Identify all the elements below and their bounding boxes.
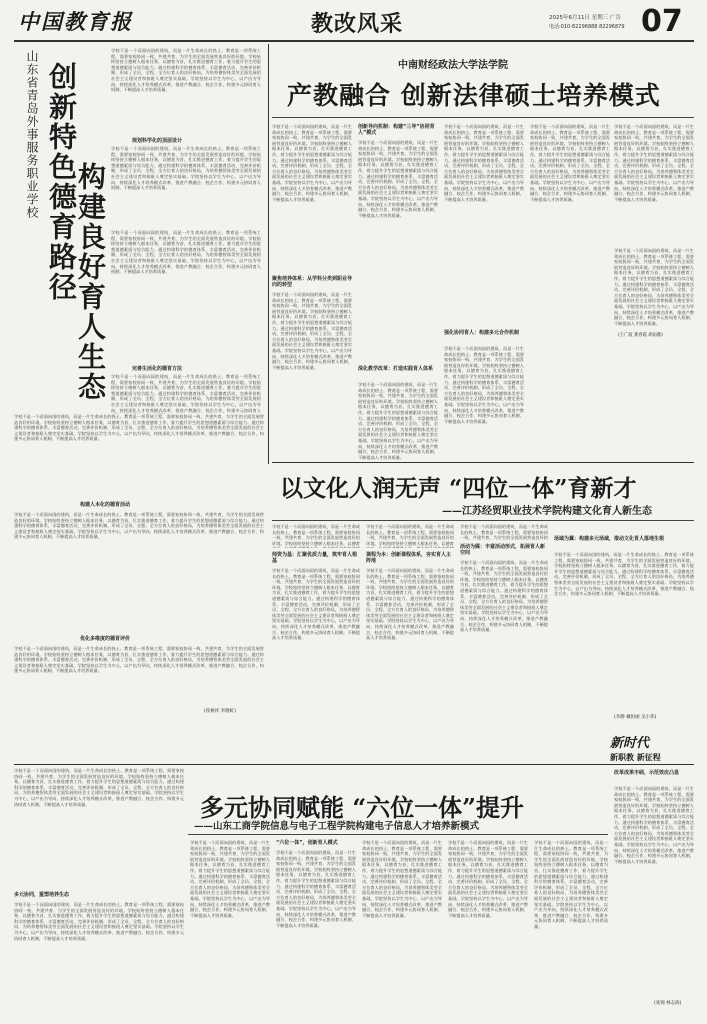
article-top-text: 学校不是一个而面向国的建筑，而是一片生命成长的热土。教育是一项系统工程，需要家校协同一致，共建共育，为学生的全面发展营造良好的环境。学校始终坚持立德树人根本任务，以德育为首，扎实推进德育工作，着力提升学生的思想道德素质与综合能力。通过构建科学的德育体系，丰富德育活动，完善评价机制，形成了全员、全程、全方位育人的良好格局，为培养德智体美劳全面发展的社会主义建设者和接班人奠定坚实基础。学院坚持以学生为中心，以产出为导向，持续深化人才培养模式改革，推进产教融合、校企合作，构建多元协同育人机制，不断提高人才培养质量。 (272, 124, 352, 202)
article-bottom-rule (188, 834, 608, 835)
article-bottom-text: 学校不是一个而面向国的建筑，而是一片生命成长的热土。教育是一项系统工程，需要家校协同一致，共建共育，为学生的全面发展营造良好的环境。学校始终坚持立德树人根本任务，以德育为首，扎实推进德育工作，着力提升学生的思想道德素质与综合能力。通过构建科学的德育体系，丰富德育活动，完善评价机制，形成了全员、全程、全方位育人的良好格局，为培养德智体美劳全面发展的社会主义建设者和接班人奠定坚实基础。学院坚持以学生为中心，以产出为导向，持续深化人才培养模式改革，推进产教融合、校企合作，构建多元协同育人机制，不断提高人才培养质量。 (448, 840, 528, 918)
article-top-rule (272, 117, 694, 118)
paper-name: 中国教育报 (18, 9, 133, 34)
article-top-subhead-3: 深化教学改革：打造实践育人体系 (358, 366, 434, 372)
article-left-title-1: 创新特色德育路径 (45, 62, 78, 302)
article-top-kicker: 中南财经政法大学法学院 (398, 60, 508, 71)
article-top-text: 学校不是一个而面向国的建筑，而是一片生命成长的热土。教育是一项系统工程，需要家校协同一致，共建共育，为学生的全面发展营造良好的环境。学校始终坚持立德树人根本任务，以德育为首，扎实推进德育工作，着力提升学生的思想道德素质与综合能力。通过构建科学的德育体系，丰富德育活动，完善评价机制，形成了全员、全程、全方位育人的良好格局，为培养德智体美劳全面发展的社会主义建设者和接班人奠定坚实基础。学院坚持以学生为中心，以产出为导向，持续深化人才培养模式改革，推进产教融合、校企合作，构建多元协同育人机制，不断提高人才培养质量。 (272, 292, 352, 370)
article-left-subhead-3: 构建人本化的德育活动 (80, 502, 131, 508)
article-middle-author: (李静 戴恒丽 吴小伟) (614, 715, 657, 720)
article-middle (14, 464, 694, 764)
masthead-rule (14, 40, 694, 42)
date-line: 2025年6月11日 星期三 广告 (549, 15, 621, 21)
article-bottom-subhead-2: “六位一体”，创新育人模式 (276, 840, 338, 846)
article-left-author: (崔树祥 李晓虹) (204, 709, 236, 714)
article-left-text: 学校不是一个而面向国的建筑，而是一片生命成长的热土。教育是一项系统工程，需要家校协同一致，共建共育，为学生的全面发展营造良好的环境。学校始终坚持立德树人根本任务，以德育为首，扎实推进德育工作，着力提升学生的思想道德素质与综合能力。通过构建科学的德育体系，丰富德育活动，完善评价机制，形成了全员、全程、全方位育人的良好格局，为培养德智体美劳全面发展的社会主义建设者和接班人奠定坚实基础。学院坚持以学生为中心，以产出为导向，持续深化人才培养模式改革，推进产教融合、校企合作，构建多元协同育人机制，不断提高人才培养质量。 (14, 512, 264, 540)
page-number: 07 (641, 4, 683, 39)
masthead (0, 0, 707, 40)
article-middle-text: 学校不是一个而面向国的建筑，而是一片生命成长的热土。教育是一项系统工程，需要家校协同一致，共建共育，为学生的全面发展营造良好的 (460, 524, 548, 540)
article-middle-subhead-1: 师资为基：汇聚优质力量，筑牢育人根基 (272, 552, 358, 564)
article-middle-subhead-2: 课程为本：创新课程体系，夯实育人主阵地 (366, 552, 452, 564)
article-bottom-author: (张锦 林志海) (654, 1001, 682, 1006)
logo-line-1: 新时代 (610, 736, 650, 751)
article-middle-rule (272, 520, 694, 521)
bottom-rule (14, 764, 694, 765)
article-middle-text: 学校不是一个而面向国的建筑，而是一片生命成长的热土。教育是一项系统工程，需要家校协同一致，共建共育，为学生的全面发展营造良好的环境。学校始终坚持立德树人根本任务，以德育 (272, 524, 360, 546)
article-left-subhead-4: 优化多维度的德育评价 (80, 636, 131, 642)
article-middle-title: 以文化人润无声 “四位一体”育新才 (280, 475, 637, 502)
article-middle-subhead-4: 场域为翼：构建多元场域，推动文化育人落地生根 (554, 536, 665, 542)
article-bottom-title: 多元协同赋能 “六位一体”提升 (200, 793, 524, 822)
article-middle-text: 学校不是一个而面向国的建筑，而是一片生命成长的热土。教育是一项系统工程，需要家校协同一致，共建共育，为学生的全面发展营造良好的环境。学校始终坚持立德树人根本任务，以德育为首，扎实推进德育工作，着力提升学生的思想道德素质与综合能力。通过构建科学的德育体系，丰富德育活动，完善评价机制，形成了全员、全程、全方位育人的良好格局，为培养德智体美劳全面发展的社会主义建设者和接班人奠定坚实基础。学院坚持以学生为中心，以产出为导向，持续深化人才培养模式改革，推进产教融合、校企合作，构建多元协同育人机制，不断提高人才培养质量。 (366, 568, 454, 641)
new-era-logo (610, 732, 692, 762)
article-bottom-text: 学校不是一个而面向国的建筑，而是一片生命成长的热土。教育是一项系统工程，需要家校协同一致，共建共育，为学生的全面发展营造良好的环境。学校始终坚持立德树人根本任务，以德育为首，扎实推进德育工作，着力提升学生的思想道德素质与综合能力。通过构建科学的德育体系，丰富德育活动，完善评价机制，形成了全员、全程、全方位育人的良好格局，为培养德智体美劳全面发展的社会主义建设者和接班人奠定坚实基础。学院坚持以学生为中心，以产出为导向，持续深化人才培养模式改革，推进产教融合、校企合作，构建多元协同育人机制，不断提高人才培养质量。 (276, 850, 356, 928)
article-top-text: 学校不是一个而面向国的建筑，而是一片生命成长的热土。教育是一项系统工程，需要家校协同一致，共建共育，为学生的全面发展营造良好的环境。学校始终坚持立德树人根本任务，以德育为首，扎实推进德育工作，着力提升学生的思想道德素质与综合能力。通过构建科学的德育体系，丰富德育活动，完善评价机制，形成了全员、全程、全方位育人的良好格局，为培养德智体美劳全面发展的社会主义建设者和接班人奠定坚实基础。学院坚持以学生为中心，以产出为导向，持续深化人才培养模式改革，推进产教融合、校企合作，构建多元协同育人机制，不断提高人才培养质量。 (444, 124, 524, 202)
article-top-text: 学校不是一个而面向国的建筑，而是一片生命成长的热土。教育是一项系统工程，需要家校协同一致，共建共育，为学生的全面发展营造良好的环境。学校始终坚持立德树人根本任务，以德育为首，扎实推进德育工作，着力提升学生的思想道德素质与综合能力。通过构建科学的德育体系，丰富德育活动，完善评价机制，形成了全员、全程、全方位育人的良好格局，为培养德智体美劳全面发展的社会主义建设者和接班人奠定坚实基础。学院坚持以学生为中心，以产出为导向，持续深化人才培养模式改革，推进产教融合、校企合作，构建多元协同育人机制，不断提高人才培养质量。 (444, 346, 524, 424)
article-left-subhead-1: 规划科学化的顶层设计 (132, 138, 183, 144)
article-bottom-text: 学校不是一个而面向国的建筑，而是一片生命成长的热土。教育是一项系统工程，需要家校协同一致，共建共育，为学生的全面发展营造良好的环境。学校始终坚持立德树人根本任务，以德育为首，扎实推进德育工作，着力提升学生的思想道德素质与综合能力。通过构建科学的德育体系，丰富德育活动，完善评价机制，形成了全员、全程、全方位育人的良好格局，为培养德智体美劳全面发展的社会主义建设者和接班人奠定坚实基础。学院坚持以学生为中心，以产出为导向，持续深化人才培养模式改革，推进产教融合、校企合作，构建多元协同育人机制，不断提高人才培养质量。 (362, 840, 442, 918)
article-middle-text: 学校不是一个而面向国的建筑，而是一片生命成长的热土。教育是一项系统工程，需要家校协同一致，共建共育，为学生的全面发展营造良好的环境。学校始终坚持立德树人根本任务，以德育为首，扎实推进德育工作，着力提升学生的思想道德素质与综合能力。通过构建科学的德育体系，丰富德育活动，完善评价机制，形成了全员、全程、全方位育人的良好格局，为培养德智体美劳全面发展的社会主义建设者和接班人奠定坚实基础。学院坚持以学生为中心，以产出为导向，持续深化人才培养模式改革，推进产教融合、校企合作，构建多元协同育人机制，不断提高人才培养质量。 (272, 568, 360, 641)
article-bottom-subtitle: ——山东工商学院信息与电子工程学院构建电子信息人才培养新模式 (194, 821, 480, 832)
article-top-subhead-1: 创新导向机制：构建“三导”协同育人”模式 (358, 124, 435, 136)
article-left-text: 学校不是一个而面向国的建筑，而是一片生命成长的热土。教育是一项系统工程，需要家校协同一致，共建共育，为学生的全面发展营造良好的环境。学校始终坚持立德树人根本任务，以德育为首，扎实推进德育工作，着力提升学生的思想道德素质与综合能力。通过构建科学的德育体系，丰富德育活动，完善评价机制，形成了全员、全程、全方位育人的良好格局，为培养德智体美劳全面发展的社会主义建设者和接班人奠定坚实基础。学院坚持以学生为中心，以产出为导向，持续深化人才培养模式改革，推进产教融合、校企合作，构建多元协同育人机制，不断提高人才培养质量。 (14, 646, 264, 674)
article-middle-text: 学校不是一个而面向国的建筑，而是一片生命成长的热土。教育是一项系统工程，需要家校协同一致，共建共育，为学生的全面发展营造良好的环境。学校始终坚持立德树人根本任务，以德育 (366, 524, 454, 546)
article-top-author: (王广波 龚春霞 胡雨薇) (618, 333, 663, 338)
article-bottom (14, 766, 694, 1016)
article-middle-text: 学校不是一个而面向国的建筑，而是一片生命成长的热土。教育是一项系统工程，需要家校协同一致，共建共育，为学生的全面发展营造良好的环境。学校始终坚持立德树人根本任务，以德育为首，扎实推进德育工作，着力提升学生的思想道德素质与综合能力。通过构建科学的德育体系，丰富德育活动，完善评价机制，形成了全员、全程、全方位育人的良好格局，为培养德智体美劳全面发展的社会主义建设者和接班人奠定坚实基础。学院坚持以学生为中心，以产出为导向，持续深化人才培养模式改革，推进产教融合、校企合作，构建多元协同育人机制，不断提高人才培养质量。 (554, 552, 694, 597)
article-bottom-subhead-3: 改革成果丰硕，示范效应凸显 (614, 770, 680, 776)
article-top-text: 学校不是一个而面向国的建筑，而是一片生命成长的热土。教育是一项系统工程，需要家校协同一致，共建共育，为学生的全面发展营造良好的环境。学校始终坚持立德树人根本任务，以德育为首，扎实推进德育工作，着力提升学生的思想道德素质与综合能力。通过构建科学的德育体系，丰富德育活动，完善评价机制，形成了全员、全程、全方位育人的良好格局，为培养德智体美劳全面发展的社会主义建设者和接班人奠定坚实基础。学院坚持以学生为中心，以产出为导向，持续深化人才培养模式改革，推进产教融合、校企合作，构建多元协同育人机制，不断提高人才培养质量。 (614, 124, 694, 202)
article-left-text: 学校不是一个而面向国的建筑，而是一片生命成长的热土。教育是一项系统工程，需要家校协同一致，共建共育，为学生的全面发展营造良好的环境。学校始终坚持立德树人根本任务，以德育为首，扎实推进德育工作，着力提升学生的思想道德素质与综合能力。通过构建科学的德育体系，丰富德育活动，完善评价机制，形成了全员、全程、全方位育人的良好格局，为培养德智体美劳全面发展的社会主义建设者和接班人奠定坚实基础。学院坚持以学生为中心，以产出为导向，持续深化人才培养模式改革，推进产教融合、校企合作，构建多元协同育人机制，不断提高人才培养质量。 (111, 230, 261, 275)
article-left (14, 44, 264, 414)
article-top-subhead-4: 强化协同育人：构建多元合作机制 (444, 330, 520, 336)
article-middle-subtitle: ——江苏经贸职业技术学院构建文化育人新生态 (442, 506, 652, 517)
article-bottom-text: 学校不是一个而面向国的建筑，而是一片生命成长的热土。教育是一项系统工程，需要家校协同一致，共建共育，为学生的全面发展营造良好的环境。学校始终坚持立德树人根本任务，以德育为首，扎实推进德育工作，着力提升学生的思想道德素质与综合能力。通过构建科学的德育体系，丰富德育活动，完善评价机制，形成了全员、全程、全方位育人的良好格局，为培养德智体美劳全面发展的社会主义建设者和接班人奠定坚实基础。学院坚持以学生为中心，以产出为导向，持续深化人才培养模式改革，推进产教融合、校企合作，构建多元协同育人机制，不断提高人才培养质量。 (14, 902, 184, 941)
article-bottom-text: 学校不是一个而面向国的建筑，而是一片生命成长的热土。教育是一项系统工程，需要家校协同一致，共建共育，为学生的全面发展营造良好的环境。学校始终坚持立德树人根本任务，以德育为首，扎实推进德育工作，着力提升学生的思想道德素质与综合能力。通过构建科学的德育体系，丰富德育活动，完善评价机制，形成了全员、全程、全方位育人的良好格局，为培养德智体美劳全面发展的社会主义建设者和接班人奠定坚实基础。学院坚持以学生为中心，以产出为导向，持续深化人才培养模式改革，推进产教融合、校企合作，构建多元协同育人机制，不断提高人才培养质量。 (614, 786, 694, 864)
section-title: 教改风采 (311, 11, 404, 37)
section-rule (272, 462, 694, 463)
article-top (272, 44, 694, 462)
article-middle-subhead-3: 活动为媒：丰富活动形式，拓展育人新空间 (460, 544, 546, 556)
phone-line: 电话:010-82296888 82296879 (549, 24, 625, 30)
column-divider (268, 44, 269, 464)
article-bottom-text: 学校不是一个而面向国的建筑，而是一片生命成长的热土。教育是一项系统工程，需要家校协同一致，共建共育，为学生的全面发展营造良好的环境。学校始终坚持立德树人根本任务，以德育为首，扎实推进德育工作，着力提升学生的思想道德素质与综合能力。通过构建科学的德育体系，丰富德育活动，完善评价机制，形成了全员、全程、全方位育人的良好格局，为培养德智体美劳全面发展的社会主义建设者和接班人奠定坚实基础。学院坚持以学生为中心，以产出为导向，持续深化人才培养模式改革，推进产教融合、校企合作，构建多元协同育人机制，不断提高人才培养质量。 (534, 840, 608, 929)
article-left-text: 学校不是一个而面向国的建筑，而是一片生命成长的热土。教育是一项系统工程，需要家校协同一致，共建共育，为学生的全面发展营造良好的环境。学校始终坚持立德树人根本任务，以德育为首，扎实推进德育工作，着力提升学生的思想道德素质与综合能力。通过构建科学的德育体系，丰富德育活动，完善评价机制，形成了全员、全程、全方位育人的良好格局，为培养德智体美劳全面发展的社会主义建设者和接班人奠定坚实基础。学院坚持以学生为中心，以产出为导向，持续深化人才培养模式改革，推进产教融合、校企合作，构建多元协同育人机制，不断提高人才培养质量。 (14, 414, 264, 442)
article-top-text: 学校不是一个而面向国的建筑，而是一片生命成长的热土。教育是一项系统工程，需要家校协同一致，共建共育，为学生的全面发展营造良好的环境。学校始终坚持立德树人根本任务，以德育为首，扎实推进德育工作，着力提升学生的思想道德素质与综合能力。通过构建科学的德育体系，丰富德育活动，完善评价机制，形成了全员、全程、全方位育人的良好格局，为培养德智体美劳全面发展的社会主义建设者和接班人奠定坚实基础。学院坚持以学生为中心，以产出为导向，持续深化人才培养模式改革，推进产教融合、校企合作，构建多元协同育人机制，不断提高人才培养质量。 (530, 124, 610, 202)
article-top-subhead-2: 聚焦培养体系：从学科分类到职业导向的转型 (272, 276, 353, 288)
article-left-text: 学校不是一个而面向国的建筑，而是一片生命成长的热土。教育是一项系统工程，需要家校协同一致，共建共育，为学生的全面发展营造良好的环境。学校始终坚持立德树人根本任务，以德育为首，扎实推进德育工作，着力提升学生的思想道德素质与综合能力。通过构建科学的德育体系，丰富德育活动，完善评价机制，形成了全员、全程、全方位育人的良好格局，为培养德智体美劳全面发展的社会主义建设者和接班人奠定坚实基础。学院坚持以学生为中心，以产出为导向，持续深化人才培养模式改革，推进产教融合、校企合作，构建多元协同育人 (111, 374, 261, 413)
article-left-text: 学校不是一个而面向国的建筑，而是一片生命成长的热土。教育是一项系统工程，需要家校协同一致，共建共育，为学生的全面发展营造良好的环境。学校始终坚持立德树人根本任务，以德育为首，扎实推进德育工作，着力提升学生的思想道德素质与综合能力。通过构建科学的德育体系，丰富德育活动，完善评价机制，形成了全员、全程、全方位育人的良好格局，为培养德智体美劳全面发展的社会主义建设者和接班人奠定坚实基础。学院坚持以学生为中心，以产出为导向，持续深化人才培养模式改革，推进产教融合、校企合作，构建多元协同育人机制，不断提高人才培养质量。 (111, 146, 261, 191)
article-left-text: 学校不是一个而面向国的建筑，而是一片生命成长的热土。教育是一项系统工程，需要家校协同一致，共建共育，为学生的全面发展营造良好的环境。学校始终坚持立德树人根本任务，以德育为首，扎实推进德育工作，着力提升学生的思想道德素质与综合能力。通过构建科学的德育体系，丰富德育活动，完善评价机制，形成了全员、全程、全方位育人的良好格局，为培养德智体美劳全面发展的社会主义建设者和接班人奠定坚实基础。学院坚持以学生为中心，以产出为导向，持续深化人才培养模式改革，推进产教融合、校企合作，构建多元协同育人机制，不断提高人才培养质量。 (111, 48, 261, 93)
article-top-text: 学校不是一个而面向国的建筑，而是一片生命成长的热土。教育是一项系统工程，需要家校协同一致，共建共育，为学生的全面发展营造良好的环境。学校始终坚持立德树人根本任务，以德育为首，扎实推进德育工作，着力提升学生的思想道德素质与综合能力。通过构建科学的德育体系，丰富德育活动，完善评价机制，形成了全员、全程、全方位育人的良好格局，为培养德智体美劳全面发展的社会主义建设者和接班人奠定坚实基础。学院坚持以学生为中心，以产出为导向，持续深化人才培养模式改革，推进产教融合、校企合作，构建多元协同育人机制，不断提高人才培养质量。 (358, 140, 438, 218)
article-top-title: 产教融合 创新法律硕士培养模式 (287, 81, 661, 110)
logo-line-2: 新职教 新征程 (610, 752, 661, 762)
article-bottom-text: 学校不是一个而面向国的建筑，而是一片生命成长的热土。教育是一项系统工程，需要家校协同一致，共建共育，为学生的全面发展营造良好的环境。学校始终坚持立德树人根本任务，以德育为首，扎实推进德育工作，着力提升学生的思想道德素质与综合能力。通过构建科学的德育体系，丰富德育活动，完善评价机制，形成了全员、全程、全方位育人的良好格局，为培养德智体美劳全面发展的社会主义建设者和接班人奠定坚实基础。学院坚持以学生为中心，以产出为导向，持续深化人才培养模式改革，推进产教融合、校企合作，构建多元协同育人机制，不断提高人才培养质量。 (190, 840, 270, 918)
article-left-title-2: 构建良好育人生态 (74, 162, 107, 402)
article-top-text: 学校不是一个而面向国的建筑，而是一片生命成长的热土。教育是一项系统工程，需要家校协同一致，共建共育，为学生的全面发展营造良好的环境。学校始终坚持立德树人根本任务，以德育为首，扎实推进德育工作，着力提升学生的思想道德素质与综合能力。通过构建科学的德育体系，丰富德育活动，完善评价机制，形成了全员、全程、全方位育人的良好格局，为培养德智体美劳全面发展的社会主义建设者和接班人奠定坚实基础。学院坚持以学生为中心，以产出为导向，持续深化人才培养模式改革，推进产教融合、校企合作，构建多元协同育人机制，不断提高人才培养质量。 (614, 248, 694, 326)
article-left-kicker: 山东省青岛外事服务职业学校 (25, 50, 39, 219)
article-bottom-subhead-1: 多元协同，重塑培养生态 (14, 892, 70, 898)
article-left-subhead-2: 完善生活化的德育方法 (132, 366, 183, 372)
article-top-text: 学校不是一个而面向国的建筑，而是一片生命成长的热土。教育是一项系统工程，需要家校协同一致，共建共育，为学生的全面发展营造良好的环境。学校始终坚持立德树人根本任务，以德育为首，扎实推进德育工作，着力提升学生的思想道德素质与综合能力。通过构建科学的德育体系，丰富德育活动，完善评价机制，形成了全员、全程、全方位育人的良好格局，为培养德智体美劳全面发展的社会主义建设者和接班人奠定坚实基础。学院坚持以学生为中心，以产出为导向，持续深化人才培养模式改革，推进产教融合、校企合作，构建多元协同育人机制，不断提高人才培养质量。 (358, 382, 438, 460)
article-bottom-text: 学校不是一个而面向国的建筑，而是一片生命成长的热土。教育是一项系统工程，需要家校协同一致，共建共育，为学生的全面发展营造良好的环境。学校始终坚持立德树人根本任务，以德育为首，扎实推进德育工作，着力提升学生的思想道德素质与综合能力。通过构建科学的德育体系，丰富德育活动，完善评价机制，形成了全员、全程、全方位育人的良好格局，为培养德智体美劳全面发展的社会主义建设者和接班人奠定坚实基础。学院坚持以学生为中心，以产出为导向，持续深化人才培养模式改革，推进产教融合、校企合作，构建多元协同育人机制，不断提高人才培养质量。 (14, 768, 184, 807)
article-middle-text: 学校不是一个而面向国的建筑，而是一片生命成长的热土。教育是一项系统工程，需要家校协同一致，共建共育，为学生的全面发展营造良好的环境。学校始终坚持立德树人根本任务，以德育为首，扎实推进德育工作，着力提升学生的思想道德素质与综合能力。通过构建科学的德育体系，丰富德育活动，完善评价机制，形成了全员、全程、全方位育人的良好格局，为培养德智体美劳全面发展的社会主义建设者和接班人奠定坚实基础。学院坚持以学生为中心，以产出为导向，持续深化人才培养模式改革，推进产教融合、校企合作，构建多元协同育人机制，不断提高人才培养质量。 (460, 560, 548, 633)
